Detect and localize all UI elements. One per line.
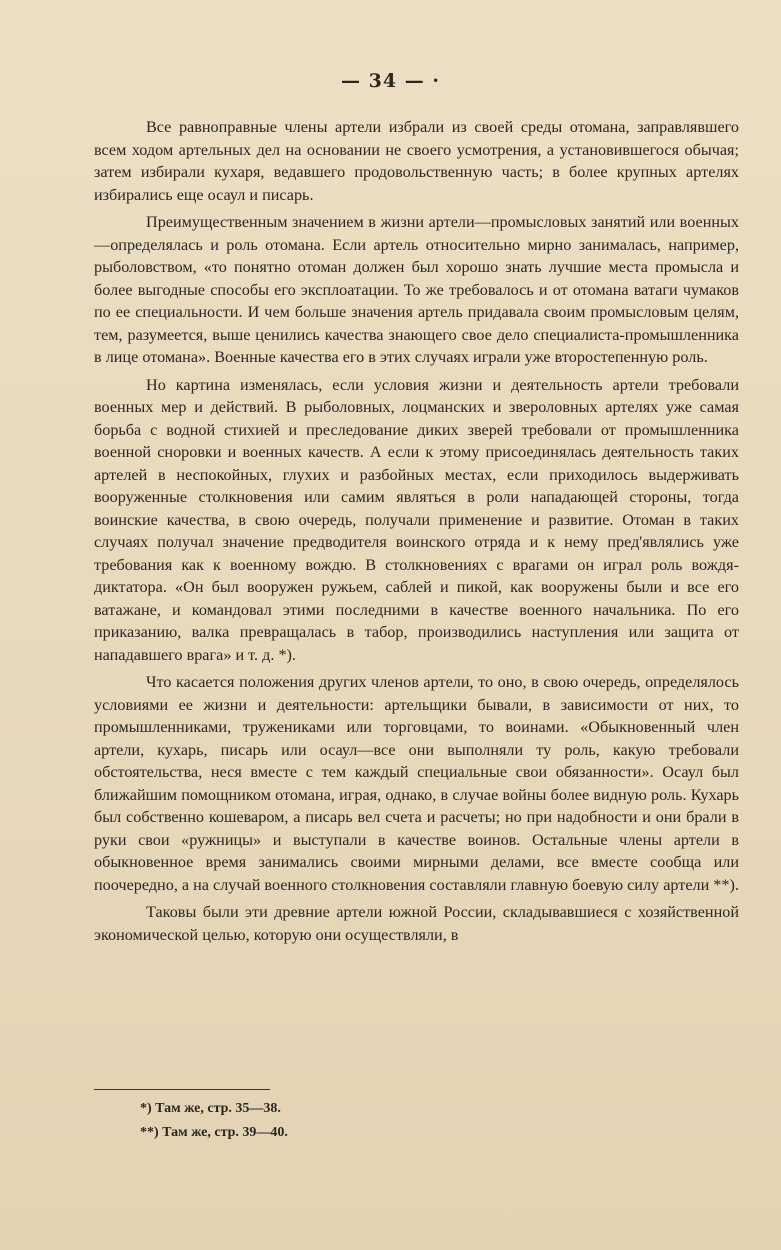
footnotes: [140, 1097, 288, 1145]
paragraph: Таковы были эти древние артели южной России, складывавшиеся с хозяйственной экономической целью, которую они осуществляли, в: [94, 903, 739, 944]
body-text: [94, 116, 739, 951]
paragraph: Что касается положения других членов артели, то оно, в свою очередь, определялось условиями ее жизни и деятельности: артельщики бывали, в зависимости от них, то промышленниками, тружениками или торговцами, то воинами. «Обыкновенный член артели, кухарь, писарь или осаул—все они выполняли ту роль, какую требовали обстоятельства, неся вместе с тем каждый специальные свои обязанности». Осаул был ближайшим помощником отомана, играя, однако, в случае войны более видную роль. Кухарь был собственно кошеваром, а писарь вел счета и расчеты; но при надобности и они брали в руки свои «ружницы» и выступали в качестве воинов. Остальные члены артели в обыкновенное время занимались своими мирными делами, все вместе сообща или поочередно, а на случай военного столкновения составляли главную боевую силу артели **).: [94, 673, 739, 894]
paragraph: Преимущественным значением в жизни артели—промысловых занятий или военных—определялась и роль отомана. Если артель относительно мирно занималась, например, рыболовством, «то понятно отоман должен был хорошо знать лучшие места промысла и более выгодные способы его эксплоатации. То же требовалось и от отомана ватаги чумаков по ее специальности. И чем больше значения артель придавала своим промысловым целям, тем, разумеется, выше ценились качества знающего свое дело специалиста-промышленника в лице отомана». Военные качества его в этих случаях играли уже второстепенную роль.: [94, 213, 739, 366]
footnote: **) Там же, стр. 39—40.: [140, 1125, 288, 1140]
footnote-divider: [94, 1089, 270, 1090]
paragraph: Все равноправные члены артели избрали из своей среды отомана, заправлявшего всем ходом артельных дел на основании не своего усмотрения, а установившегося обычая; затем избирали кухаря, ведавшего продовольственную часть; в более крупных артелях избирались еще осаул и писарь.: [94, 118, 739, 204]
page-number: — 34 — ·: [341, 70, 440, 92]
footnote: *) Там же, стр. 35—38.: [140, 1101, 281, 1116]
paragraph: Но картина изменялась, если условия жизни и деятельность артели требовали военных мер и действий. В рыболовных, лоцманских и звероловных артелях уже самая борьба с водной стихией и преследование диких зверей требовали от промышленника военной сноровки и военных качеств. А если к этому присоединялась деятельность таких артелей в неспокойных, глухих и разбойных местах, если приходилось выдерживать вооруженные столкновения или самим являться в роли нападающей стороны, тогда воинские качества, в свою очередь, получали применение и развитие. Отоман в таких случаях получал значение предводителя воинского отряда и к нему пред'являлись уже требования как к военному вождю. В столкновениях с врагами он играл роль вождя-диктатора. «Он был вооружен ружьем, саблей и пикой, как вооружены были и все его ватажане, и командовал этими последними в качестве военного начальника. По его приказанию, валка превращалась в табор, производились наступления или защита от нападавшего врага» и т. д. *).: [94, 375, 739, 664]
